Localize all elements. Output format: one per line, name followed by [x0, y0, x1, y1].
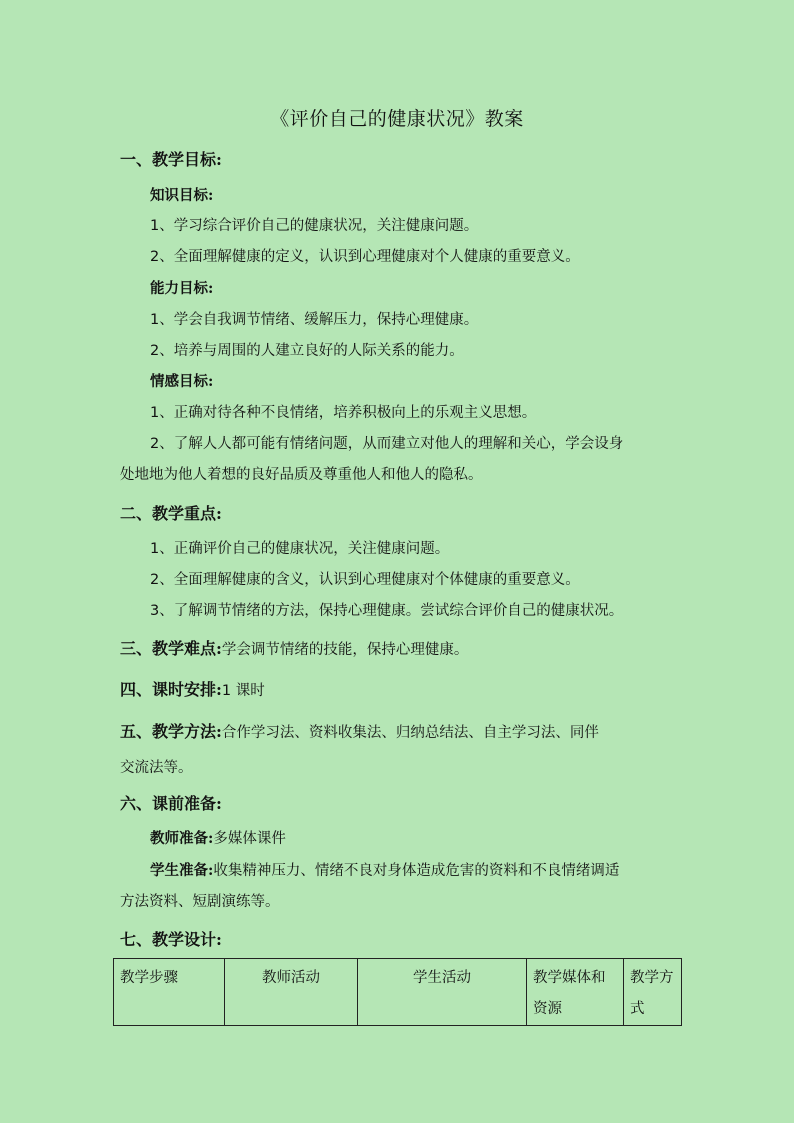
knowledge-goal-2: 2、全面理解健康的定义，认识到心理健康对个人健康的重要意义。	[150, 249, 580, 265]
section-4-heading: 四、课时安排:	[120, 680, 222, 699]
knowledge-goal-label: 知识目标:	[150, 187, 214, 204]
section-3-row	[120, 639, 468, 660]
ability-goal-label: 能力目标:	[150, 280, 214, 297]
emotion-goal-label: 情感目标:	[150, 373, 214, 390]
section-4-row	[120, 680, 265, 701]
section-1-heading: 一、教学目标:	[120, 150, 222, 169]
emotion-goal-2: 2、了解人人都可能有情绪问题，从而建立对他人的理解和关心，学会设身	[150, 436, 624, 452]
section-2-heading: 二、教学重点:	[120, 504, 222, 523]
teacher-prep-row	[150, 829, 286, 849]
student-prep-row	[150, 861, 619, 881]
knowledge-goal-1: 1、学习综合评价自己的健康状况，关注健康问题。	[150, 218, 479, 234]
teaching-design-table	[113, 958, 682, 1026]
section-4-text: 1 课时	[221, 683, 265, 699]
section-5-heading: 五、教学方法:	[120, 722, 222, 741]
teacher-prep-text: 多媒体课件	[213, 831, 286, 847]
ability-goal-2: 2、培养与周围的人建立良好的人际关系的能力。	[150, 343, 464, 359]
key-point-2: 2、全面理解健康的含义，认识到心理健康对个体健康的重要意义。	[150, 572, 580, 588]
section-6-heading: 六、课前准备:	[120, 794, 222, 813]
section-5-text-cont: 交流法等。	[120, 760, 193, 776]
table-header-cell: 教师活动	[225, 959, 358, 1026]
student-prep-text-cont: 方法资料、短剧演练等。	[120, 894, 280, 910]
table-header-row	[114, 959, 682, 1026]
table-header-cell: 学生活动	[358, 959, 527, 1026]
section-3-text: 学会调节情绪的技能，保持心理健康。	[221, 642, 469, 658]
key-point-1: 1、正确评价自己的健康状况，关注健康问题。	[150, 541, 450, 557]
section-5-row	[120, 722, 599, 743]
teacher-prep-label: 教师准备:	[150, 830, 214, 847]
section-3-heading: 三、教学难点:	[120, 639, 222, 658]
section-5-text: 合作学习法、资料收集法、归纳总结法、自主学习法、同伴	[221, 725, 599, 741]
key-point-3: 3、了解调节情绪的方法，保持心理健康。尝试综合评价自己的健康状况。	[150, 603, 624, 619]
emotion-goal-1: 1、正确对待各种不良情绪，培养积极向上的乐观主义思想。	[150, 405, 537, 421]
student-prep-label: 学生准备:	[150, 862, 214, 879]
document-title: 《评价自己的健康状况》教案	[270, 108, 524, 130]
emotion-goal-2-cont: 处地地为他人着想的良好品质及尊重他人和他人的隐私。	[120, 467, 483, 483]
table-header-cell: 教学媒体和资源	[527, 959, 624, 1026]
student-prep-text: 收集精神压力、情绪不良对身体造成危害的资料和不良情绪调适	[213, 863, 620, 879]
ability-goal-1: 1、学会自我调节情绪、缓解压力，保持心理健康。	[150, 312, 479, 328]
table-header-cell: 教学方式	[624, 959, 682, 1026]
table-header-cell: 教学步骤	[114, 959, 225, 1026]
section-7-heading: 七、教学设计:	[120, 930, 222, 949]
